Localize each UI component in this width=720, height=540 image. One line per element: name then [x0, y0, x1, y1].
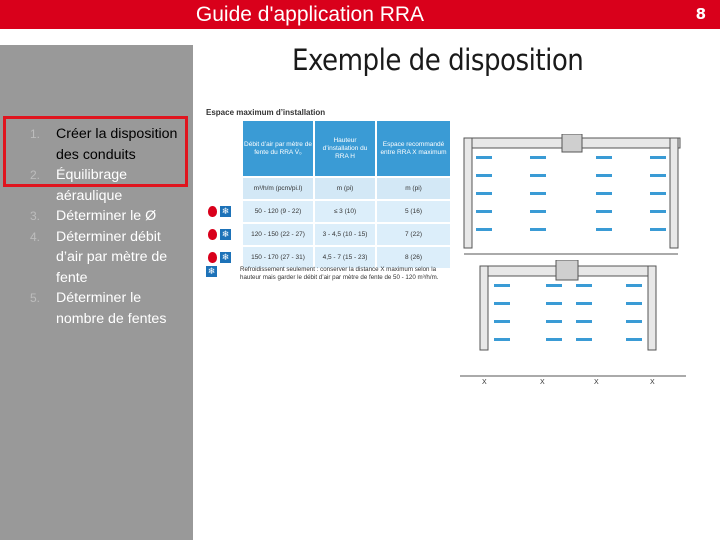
dimension-label: X [650, 379, 655, 386]
step-label: Déterminer le Ø [56, 208, 157, 224]
table-cell: 150 - 170 (27 - 31) [243, 247, 313, 268]
snowflake-icon: ❄ [221, 229, 230, 239]
step-item-5[interactable] [0, 288, 186, 329]
table-row [206, 224, 452, 245]
table-cell: 3 - 4,5 (10 - 15) [315, 224, 375, 245]
spacing-table [206, 121, 452, 270]
step-label: Créer la disposition des conduits [56, 126, 178, 163]
dimension-label: X [594, 379, 599, 386]
table-units-row [206, 178, 452, 199]
table-cell: 4,5 - 7 (15 - 23) [315, 247, 375, 268]
figure-title: Espace maximum d’installation [206, 108, 326, 117]
step-item-3[interactable] [0, 206, 186, 227]
table-row [206, 247, 452, 268]
step-number: 2. [29, 168, 40, 182]
flame-icon [208, 229, 217, 240]
duct-layout-diagram-top [460, 134, 688, 258]
table-cell: 5 (16) [377, 201, 450, 222]
dimension-label: X [540, 379, 545, 386]
duct-layout-diagram-bottom [458, 260, 688, 388]
table-cell: 8 (26) [377, 247, 450, 268]
column-header: Débit d’air par mètre de fente du RRA V̇₀ [243, 121, 313, 176]
table-row [206, 201, 452, 222]
page-number: 8 [695, 5, 706, 23]
layout-figure [196, 104, 690, 386]
step-number: 3. [29, 209, 40, 223]
unit-cell: m (pi) [377, 178, 450, 199]
step-number: 4. [29, 229, 40, 244]
column-header: Espace recommandé entre RRA X maximum [377, 121, 450, 176]
step-label: Déterminer débit d’air par mètre de fente [56, 228, 168, 286]
snowflake-icon: ❄ [207, 266, 216, 276]
header-title: Guide d'application RRA [195, 3, 425, 26]
table-header-row [206, 121, 452, 176]
step-number: 1. [29, 127, 40, 141]
step-label: Déterminer le nombre de fentes [56, 290, 167, 327]
step-label: Équilibrage aéraulique [56, 167, 127, 204]
table-cell: 7 (22) [377, 224, 450, 245]
column-header: Hauteur d’installation du RRA H [315, 121, 375, 176]
cooling-note: Refroidissement seulement : conserver la distance X maximum selon la hauteur mais garder le débit d’air par mètre de fente de 50 - 120 m³/h/m. [240, 266, 439, 281]
table-cell: 50 - 120 (9 - 22) [243, 201, 313, 222]
step-number: 5. [29, 291, 40, 305]
dimension-label: X [482, 379, 487, 386]
unit-cell: m³/h/m (pcm/pi.l) [243, 178, 313, 199]
flame-icon [208, 206, 217, 217]
table-cell: ≤ 3 (10) [315, 201, 375, 222]
table-cell: 120 - 150 (22 - 27) [243, 224, 313, 245]
flame-icon [208, 252, 217, 263]
current-step-highlight [3, 116, 188, 187]
header-bar [0, 0, 720, 29]
unit-cell: m (pi) [315, 178, 375, 199]
snowflake-icon: ❄ [221, 252, 230, 262]
page-subtitle: Exemple de disposition [292, 43, 584, 77]
snowflake-icon: ❄ [221, 206, 230, 216]
step-item-4[interactable] [0, 227, 186, 289]
